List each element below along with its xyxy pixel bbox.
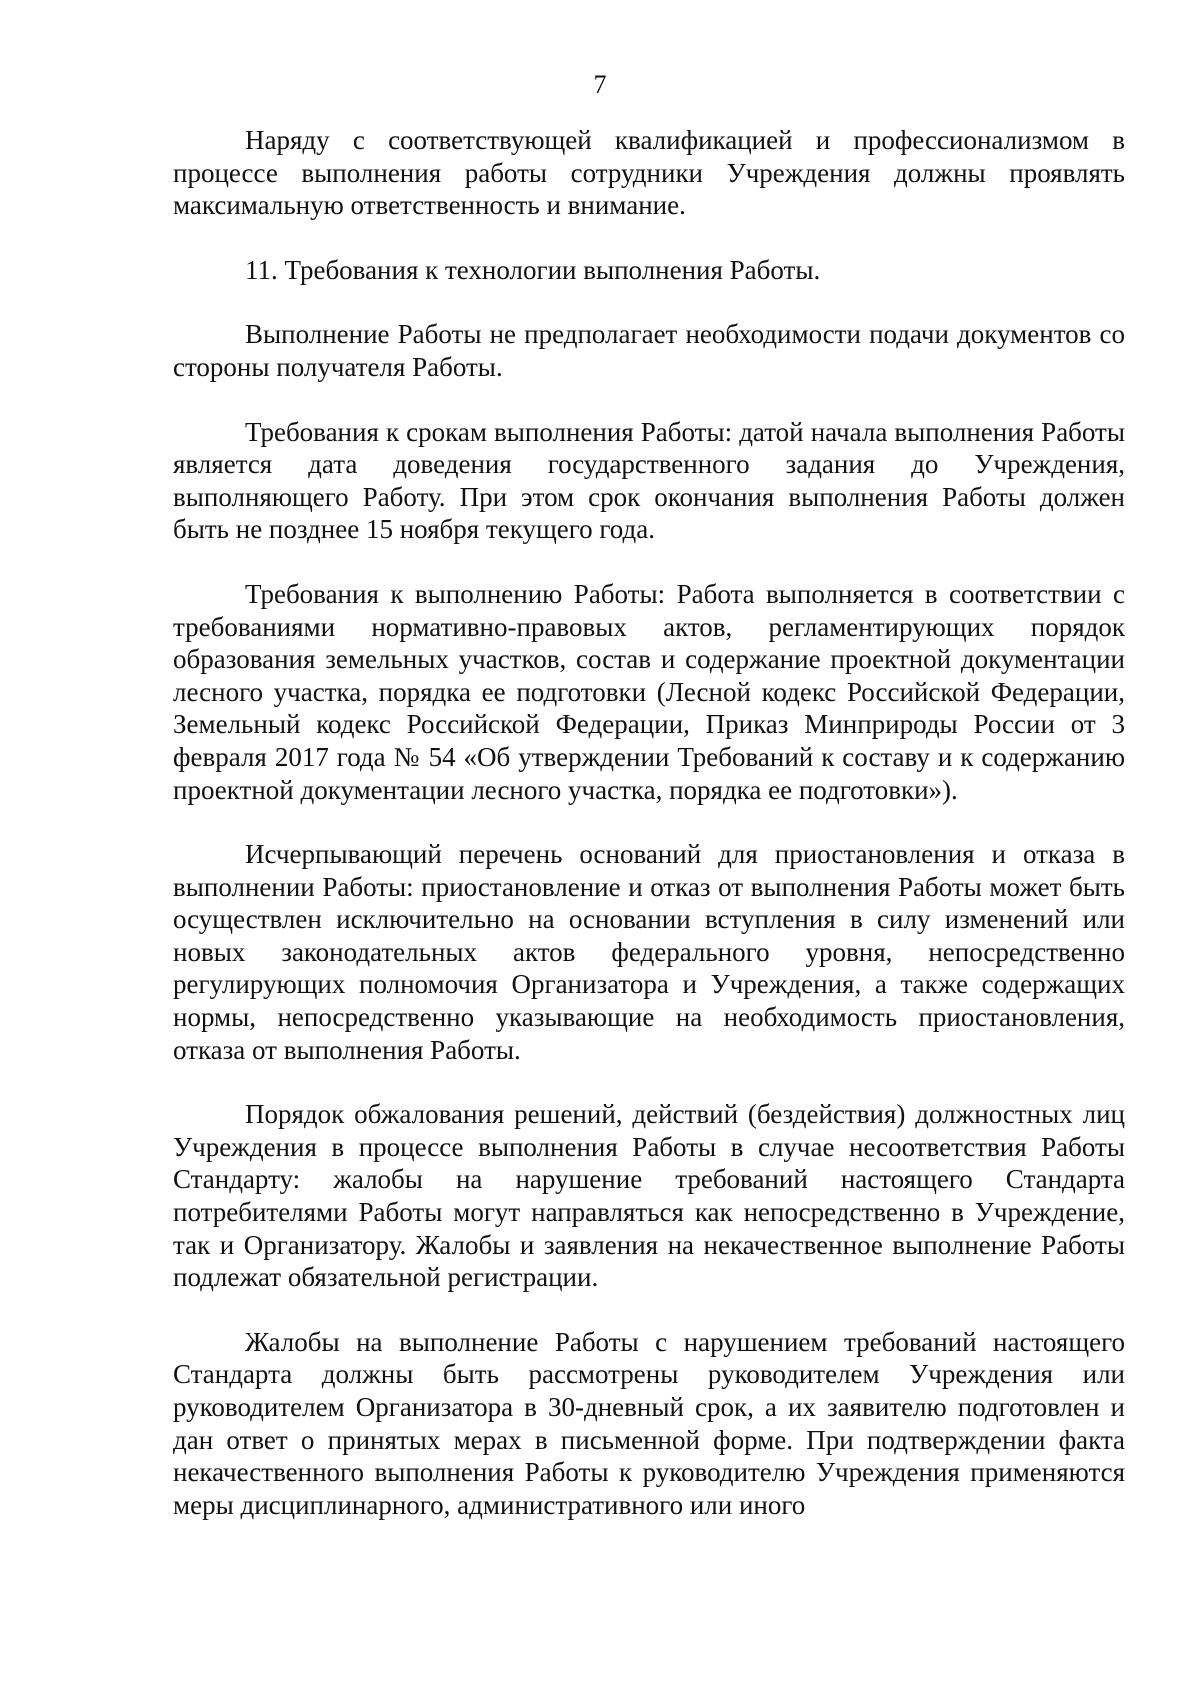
paragraph-complaints: Жалобы на выполнение Работы с нарушением требований настоящего Стандарта должны быть рассмотрены руководителем Учреждения или руководителем Организатора в 30-дневный срок, а их заявителю подготовлен и дан ответ о принятых мерах в письменной форме. При подтверждении факта некачественного выполнения Работы к руководителю Учреждения применяются меры дисциплинарного, административного или иного xyxy=(173,1326,1125,1520)
paragraph-suspension-grounds: Исчерпывающий перечень оснований для приостановления и отказа в выполнении Работы: приостановление и отказ от выполнения Работы может быть осуществлен исключительно на основании вступления в силу изменений или новых законодательных актов федерального уровня, непосредственно регулирующих полномочия Организатора и Учреждения, а также содержащих нормы, непосредственно указывающие на необходимость приостановления, отказа от выполнения Работы. xyxy=(173,839,1125,1065)
paragraph-qualification: Наряду с соответствующей квалификацией и профессионализмом в процессе выполнения работы сотрудники Учреждения должны проявлять максимальную ответственность и внимание. xyxy=(173,125,1125,221)
paragraph-deadlines: Требования к срокам выполнения Работы: датой начала выполнения Работы является дата доведения государственного задания до Учреждения, выполняющего Работу. При этом срок окончания выполнения Работы должен быть не позднее 15 ноября текущего года. xyxy=(173,416,1125,545)
paragraph-appeal-procedure: Порядок обжалования решений, действий (бездействия) должностных лиц Учреждения в процессе выполнения Работы в случае несоответствия Работы Стандарту: жалобы на нарушение требований настоящего Стандарта потребителями Работы могут направляться как непосредственно в Учреждение, так и Организатору. Жалобы и заявления на некачественное выполнение Работы подлежат обязательной регистрации. xyxy=(173,1099,1125,1293)
page-number: 7 xyxy=(593,70,607,99)
paragraph-no-documents: Выполнение Работы не предполагает необходимости подачи документов со стороны получателя Работы. xyxy=(173,319,1125,382)
paragraph-requirements: Требования к выполнению Работы: Работа выполняется в соответствии с требованиями нормативно-правовых актов, регламентирующих порядок образования земельных участков, состав и содержание проектной документации лесного участка, порядка ее подготовки (Лесной кодекс Российской Федерации, Земельный кодекс Российской Федерации, Приказ Минприроды России от 3 февраля 2017 года № 54 «Об утверждении Требований к составу и к содержанию проектной документации лесного участка, порядка ее подготовки»). xyxy=(173,578,1125,805)
section-heading-technology: 11. Требования к технологии выполнения Работы. xyxy=(245,254,821,285)
document-body xyxy=(173,124,1125,1521)
